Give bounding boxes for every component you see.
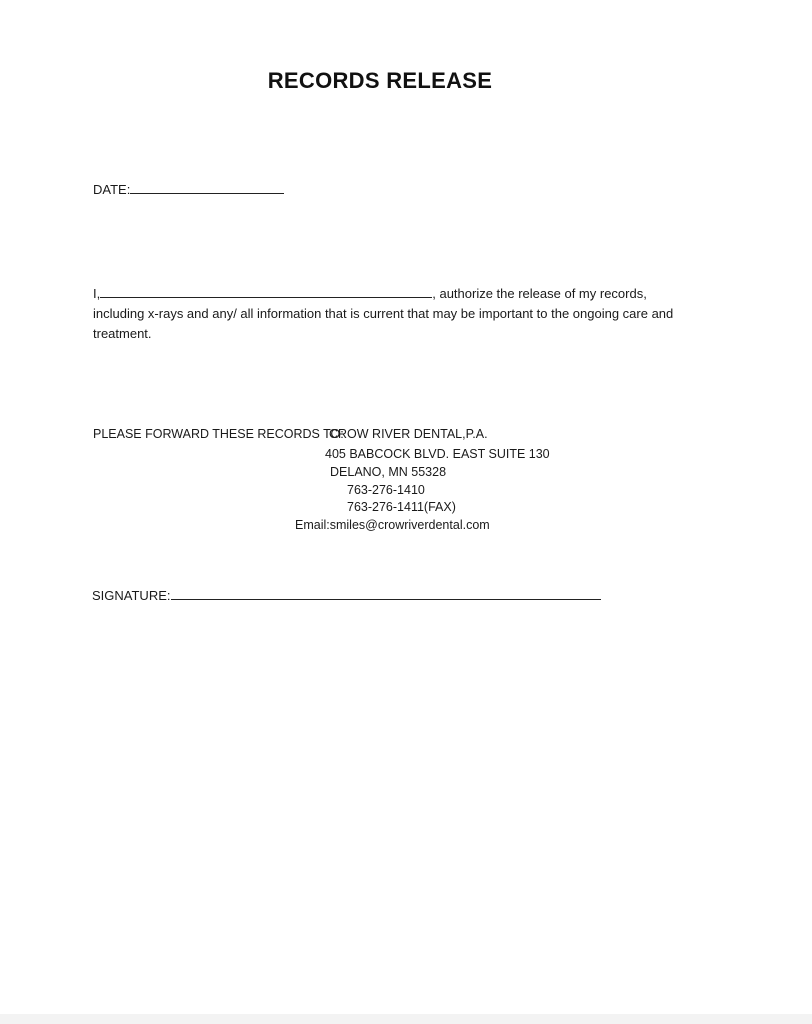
email-address: Email:smiles@crowriverdental.com (295, 518, 490, 532)
date-label: DATE: (93, 182, 131, 197)
fax-number: 763-276-1411(FAX) (347, 500, 456, 514)
authorization-paragraph (93, 284, 723, 344)
signature-blank-line (171, 586, 601, 600)
page-title: RECORDS RELEASE (267, 68, 493, 93)
name-blank-line (100, 284, 432, 298)
date-field-row (93, 180, 284, 197)
phone-number: 763-276-1410 (347, 483, 425, 497)
date-blank-line (130, 180, 284, 194)
page-bottom-edge (0, 1014, 812, 1024)
auth-prefix: I, (93, 286, 101, 301)
authorization-line-1 (93, 284, 723, 304)
signature-label: SIGNATURE: (92, 588, 171, 603)
practice-name: CROW RIVER DENTAL,P.A. (329, 427, 488, 441)
address-city: DELANO, MN 55328 (330, 465, 447, 479)
authorization-line-3: treatment. (93, 326, 152, 341)
forward-label: PLEASE FORWARD THESE RECORDS TO: (93, 427, 344, 441)
address-street: 405 BABCOCK BLVD. EAST SUITE 130 (325, 447, 550, 461)
signature-field-row (92, 586, 601, 603)
auth-line1-suffix: , authorize the release of my records, (432, 286, 647, 301)
authorization-line-2: including x-rays and any/ all information that is current that may be important to the ongoing care and (93, 306, 674, 321)
